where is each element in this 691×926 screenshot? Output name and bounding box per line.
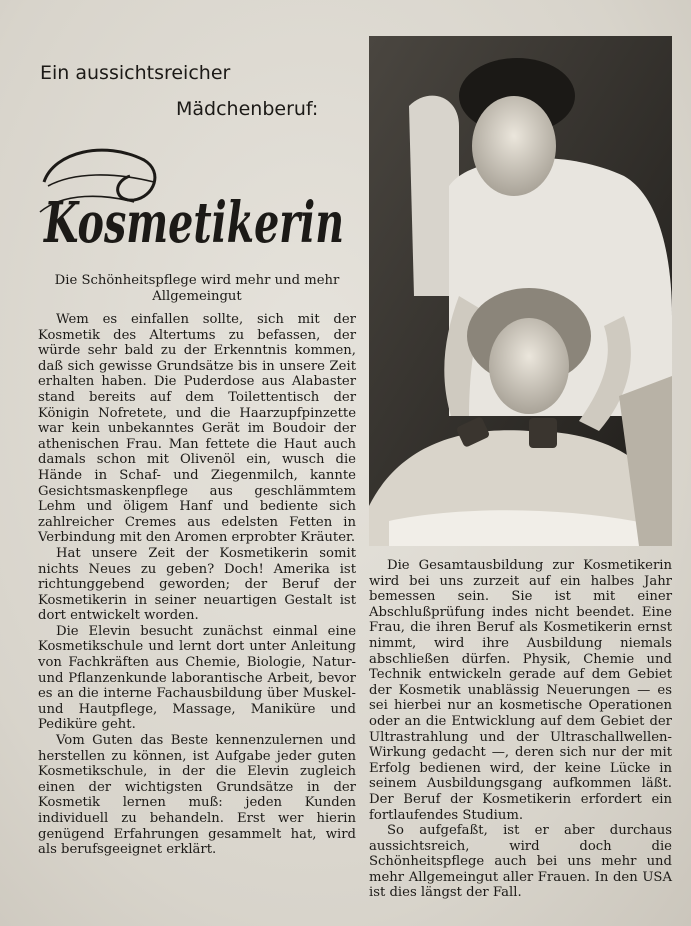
paragraph: Die Elevin besucht zunächst einmal eine Kosmetikschule und lernt dort unter Anleitung von Fachkräften aus Chemie, Biologie, Natur- und Pflanzenkunde laborantische Arbeit, bevor es an die interne Fachausbildung über Muskel- und Hautpflege, Massage, Maniküre und Pediküre geht. (38, 623, 356, 733)
paragraph: Wem es einfallen sollte, sich mit der Kosmetik des Altertums zu befassen, der würde sehr bald zu der Erkenntnis kommen, daß sich gewisse Grundsätze bis in unsere Zeit erhalten haben. Die Puderdose aus Alabaster stand bereits auf dem Toilettentisch der Königin Nofretete, und die Haarzupfpinzette war kein unbekanntes Gerät im Boudoir der athenischen Frau. Man fettete die Haut auch damals schon mit Olivenöl ein, wusch die Hände in Schaf- und Ziegenmilch, kannte Gesichtsmaskenpflege aus geschlämmtem Lehm und öligem Hanf und bediente sich zahlreicher Cremes aus edelsten Fetten in Verbindung mit den Aromen erprobter Kräuter. (38, 312, 356, 546)
kicker-line-1: Ein aussichtsreicher (40, 62, 231, 84)
article-column-right (369, 558, 672, 901)
paragraph: Vom Guten das Beste kennenzulernen und herstellen zu können, ist Aufgabe jeder guten Kosmetikschule, in der die Elevin zugleich einen der wichtigsten Grundsätze in der Kosmetik lernen muß: jeden Kunden individuell zu behandeln. Erst wer hierin genügend Erfahrungen gesammelt hat, wird als berufsgeeignet erklärt. (38, 733, 356, 858)
paragraph: Die Gesamtausbildung zur Kosmetikerin wird bei uns zurzeit auf ein halbes Jahr bemessen sein. Sie ist mit einer Abschlußprüfung indes nicht beendet. Eine Frau, die ihren Beruf als Kosmetikerin ernst nimmt, wird ihre Ausbildung niemals abschließen dürfen. Physik, Chemie und Technik entwickeln gerade auf dem Gebiet der Kosmetik unablässig Neuerungen — es sei hierbei nur an kosmetische Operationen oder an die Entwicklung auf dem Gebiet der Ultrastrahlung und der Ultraschallwellen-Wirkung gedacht —, deren sich nur der mit Erfolg bedienen wird, der keine Lücke in seinem Ausbildungsgang aufkommen läßt. Der Beruf der Kosmetikerin erfordert ein fortlaufendes Studium. (369, 558, 672, 823)
subhead: Die Schönheitspflege wird mehr und mehr Allgemeingut (54, 273, 340, 304)
kicker-line-2: Mädchenberuf: (176, 98, 319, 120)
headline-text: Kosmetikerin (42, 190, 345, 256)
paragraph: Hat unsere Zeit der Kosmetikerin somit nichts Neues zu geben? Doch! Amerika ist richtunggebend geworden; der Beruf der Kosmetikerin in seiner neuartigen Gestalt ist dort entwickelt worden. (38, 545, 356, 624)
cosmetic-treatment-photo (369, 36, 672, 546)
headline (34, 142, 364, 260)
paragraph: So aufgefaßt, ist er aber durchaus aussichtsreich, wird doch die Schönheitspflege auch bei uns mehr und mehr Allgemeingut aller Frauen. In den USA ist dies längst der Fall. (369, 823, 672, 901)
article-column-left (38, 312, 356, 858)
